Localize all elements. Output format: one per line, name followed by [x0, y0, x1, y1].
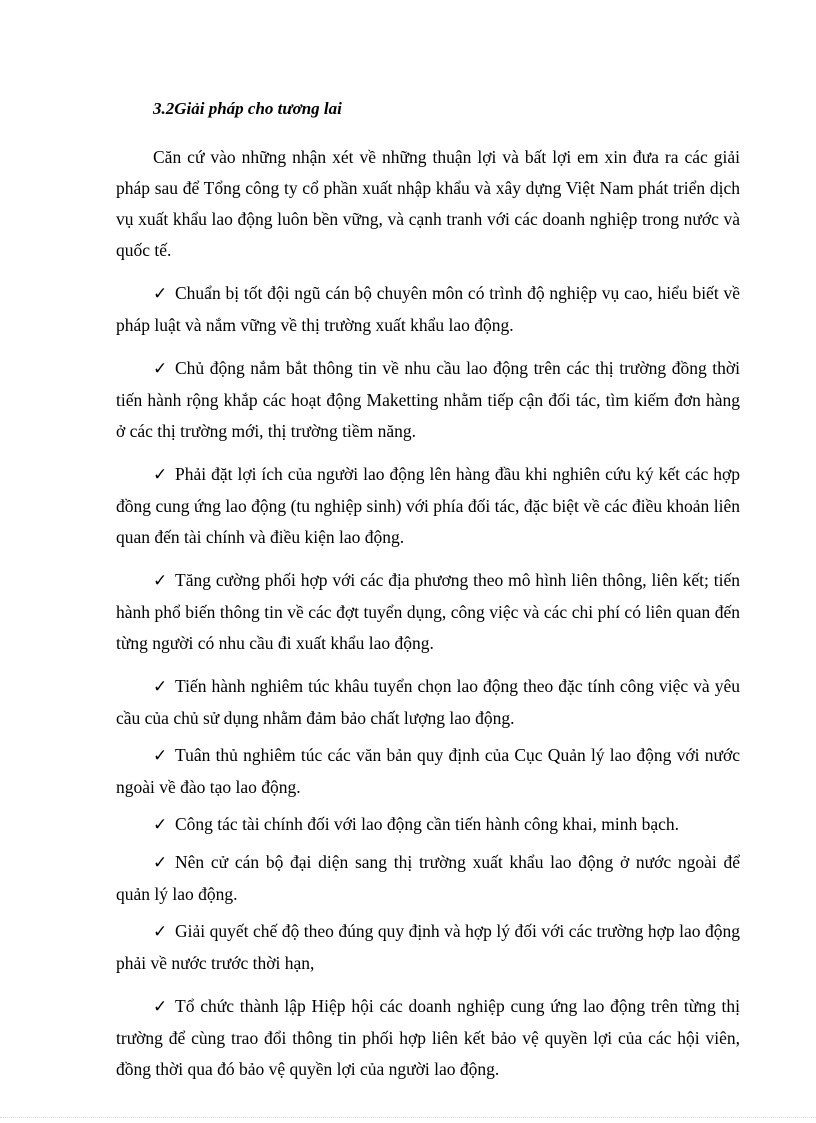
check-icon: ✓ [153, 284, 168, 304]
bullet-item [116, 278, 740, 341]
page-bottom-rule [0, 1117, 816, 1118]
check-icon: ✓ [153, 853, 168, 873]
bullet-item [116, 459, 740, 553]
bullet-text: Công tác tài chính đối với lao động cần tiến hành công khai, minh bạch. [175, 814, 679, 834]
bullet-text: Phải đặt lợi ích của người lao động lên hàng đầu khi nghiên cứu ký kết các hợp đồng cung ứng lao động (tu nghiệp sinh) với phía đối tác, đặc biệt về các điều khoản liên quan đến tài chính và điều kiện lao động. [116, 464, 740, 547]
bullet-item [116, 847, 740, 910]
bullet-text: Tiến hành nghiêm túc khâu tuyển chọn lao động theo đặc tính công việc và yêu cầu của chủ sử dụng nhằm đảm bảo chất lượng lao động. [116, 676, 740, 728]
check-icon: ✓ [153, 922, 168, 942]
bullet-text: Giải quyết chế độ theo đúng quy định và hợp lý đối với các trường hợp lao động phải về nước trước thời hạn, [116, 921, 740, 973]
bullet-item [116, 809, 740, 841]
check-icon: ✓ [153, 359, 168, 379]
bullet-text: Tổ chức thành lập Hiệp hội các doanh nghiệp cung ứng lao động trên từng thị trường để cùng trao đổi thông tin phối hợp liên kết bảo vệ quyền lợi của các hội viên, đồng thời qua đó bảo vệ quyền lợi của người lao động. [116, 996, 740, 1079]
check-icon: ✓ [153, 571, 168, 591]
document-page [116, 96, 740, 1097]
bullet-item [116, 671, 740, 734]
check-icon: ✓ [153, 746, 168, 766]
bullet-text: Tăng cường phối hợp với các địa phương theo mô hình liên thông, liên kết; tiến hành phổ biến thông tin về các đợt tuyển dụng, công việc và các chi phí có liên quan đến từng người có nhu cầu đi xuất khẩu lao động. [116, 570, 740, 653]
bullet-text: Nên cử cán bộ đại diện sang thị trường xuất khẩu lao động ở nước ngoài để quản lý lao động. [116, 852, 740, 904]
bullet-item [116, 916, 740, 979]
bullet-text: Chuẩn bị tốt đội ngũ cán bộ chuyên môn có trình độ nghiệp vụ cao, hiểu biết về pháp luật và nắm vững về thị trường xuất khẩu lao động. [116, 283, 740, 335]
check-icon: ✓ [153, 465, 168, 485]
bullet-item [116, 740, 740, 803]
bullet-item [116, 565, 740, 659]
check-icon: ✓ [153, 677, 168, 697]
check-icon: ✓ [153, 997, 168, 1017]
intro-paragraph: Căn cứ vào những nhận xét về những thuận lợi và bất lợi em xin đưa ra các giải pháp sau để Tổng công ty cổ phần xuất nhập khẩu và xây dựng Việt Nam phát triển dịch vụ xuất khẩu lao động luôn bền vững, và cạnh tranh với các doanh nghiệp trong nước và quốc tế. [116, 147, 740, 260]
check-icon: ✓ [153, 815, 168, 835]
bullet-text: Chủ động nắm bắt thông tin về nhu cầu lao động trên các thị trường đồng thời tiến hành rộng khắp các hoạt động Maketting nhằm tiếp cận đối tác, tìm kiếm đơn hàng ở các thị trường mới, thị trường tiềm năng. [116, 358, 740, 441]
bullet-item [116, 991, 740, 1085]
section-heading: 3.2Giải pháp cho tương lai [153, 99, 342, 118]
bullet-text: Tuân thủ nghiêm túc các văn bản quy định của Cục Quản lý lao động với nước ngoài về đào tạo lao động. [116, 745, 740, 797]
bullet-item [116, 353, 740, 447]
